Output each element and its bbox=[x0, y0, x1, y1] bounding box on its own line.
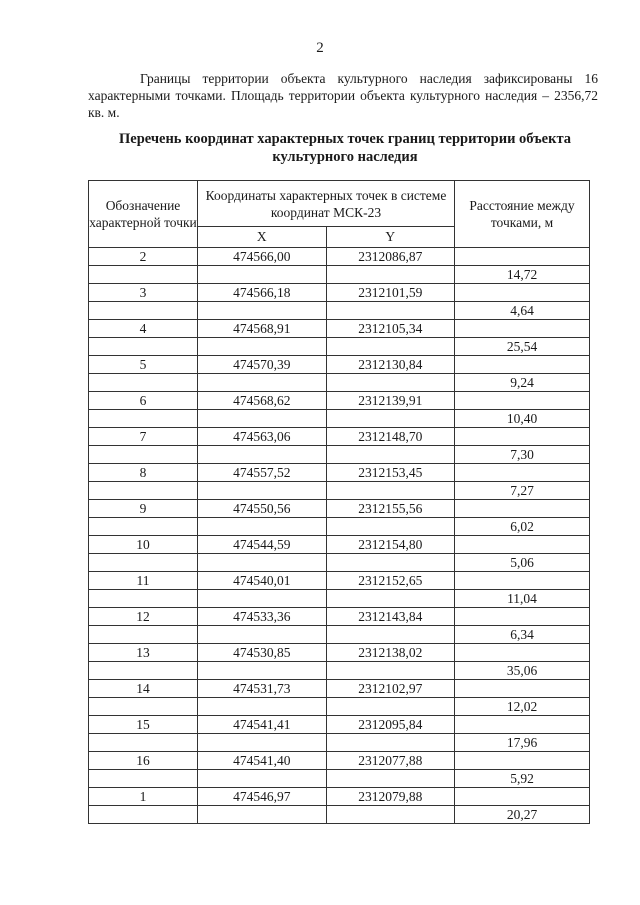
empty-cell bbox=[89, 446, 198, 464]
distance-value: 10,40 bbox=[455, 410, 590, 428]
distance-row bbox=[89, 698, 590, 716]
table-body bbox=[89, 248, 590, 824]
point-number: 15 bbox=[89, 716, 198, 734]
point-number: 7 bbox=[89, 428, 198, 446]
empty-cell bbox=[326, 482, 455, 500]
empty-cell bbox=[198, 482, 327, 500]
coord-y: 2312079,88 bbox=[326, 788, 455, 806]
empty-cell bbox=[89, 554, 198, 572]
point-number: 8 bbox=[89, 464, 198, 482]
empty-cell bbox=[198, 266, 327, 284]
empty-cell bbox=[198, 446, 327, 464]
empty-cell bbox=[326, 554, 455, 572]
table-row bbox=[89, 608, 590, 626]
distance-row bbox=[89, 446, 590, 464]
distance-value: 11,04 bbox=[455, 590, 590, 608]
empty-cell bbox=[198, 698, 327, 716]
empty-cell bbox=[198, 302, 327, 320]
empty-cell bbox=[455, 788, 590, 806]
coord-y: 2312138,02 bbox=[326, 644, 455, 662]
distance-value: 14,72 bbox=[455, 266, 590, 284]
coord-y: 2312105,34 bbox=[326, 320, 455, 338]
header-distance: Расстояние между точками, м bbox=[455, 181, 590, 248]
point-number: 2 bbox=[89, 248, 198, 266]
distance-value: 12,02 bbox=[455, 698, 590, 716]
empty-cell bbox=[326, 518, 455, 536]
coord-y: 2312152,65 bbox=[326, 572, 455, 590]
empty-cell bbox=[198, 770, 327, 788]
header-y: Y bbox=[326, 227, 455, 248]
empty-cell bbox=[455, 752, 590, 770]
distance-row bbox=[89, 590, 590, 608]
distance-value: 25,54 bbox=[455, 338, 590, 356]
empty-cell bbox=[455, 464, 590, 482]
coord-x: 474546,97 bbox=[198, 788, 327, 806]
empty-cell bbox=[89, 662, 198, 680]
distance-row bbox=[89, 410, 590, 428]
point-number: 4 bbox=[89, 320, 198, 338]
empty-cell bbox=[326, 410, 455, 428]
distance-value: 7,27 bbox=[455, 482, 590, 500]
intro-paragraph bbox=[88, 70, 598, 121]
header-designation: Обозначение характерной точки bbox=[89, 181, 198, 248]
empty-cell bbox=[198, 374, 327, 392]
table-row bbox=[89, 248, 590, 266]
intro-text: Границы территории объекта культурного наследия зафиксированы 16 характерными точками. Площадь территории объекта культурного наследия – 2356,72 кв. м. bbox=[88, 71, 598, 120]
empty-cell bbox=[198, 662, 327, 680]
coord-y: 2312148,70 bbox=[326, 428, 455, 446]
table-row bbox=[89, 320, 590, 338]
distance-value: 4,64 bbox=[455, 302, 590, 320]
empty-cell bbox=[455, 392, 590, 410]
distance-row bbox=[89, 518, 590, 536]
empty-cell bbox=[455, 680, 590, 698]
table-row bbox=[89, 500, 590, 518]
table-row bbox=[89, 284, 590, 302]
empty-cell bbox=[89, 482, 198, 500]
coord-x: 474557,52 bbox=[198, 464, 327, 482]
distance-value: 6,02 bbox=[455, 518, 590, 536]
empty-cell bbox=[455, 428, 590, 446]
empty-cell bbox=[198, 806, 327, 824]
distance-value: 35,06 bbox=[455, 662, 590, 680]
table-row bbox=[89, 428, 590, 446]
empty-cell bbox=[455, 284, 590, 302]
distance-row bbox=[89, 374, 590, 392]
distance-value: 20,27 bbox=[455, 806, 590, 824]
empty-cell bbox=[89, 770, 198, 788]
empty-cell bbox=[89, 338, 198, 356]
distance-row bbox=[89, 662, 590, 680]
table-row bbox=[89, 788, 590, 806]
coord-x: 474568,91 bbox=[198, 320, 327, 338]
distance-row bbox=[89, 338, 590, 356]
table-row bbox=[89, 572, 590, 590]
coord-x: 474566,00 bbox=[198, 248, 327, 266]
point-number: 16 bbox=[89, 752, 198, 770]
coord-x: 474540,01 bbox=[198, 572, 327, 590]
table-row bbox=[89, 752, 590, 770]
coord-y: 2312155,56 bbox=[326, 500, 455, 518]
table-row bbox=[89, 536, 590, 554]
header-coordinates: Координаты характерных точек в системе координат МСК-23 bbox=[198, 181, 455, 227]
empty-cell bbox=[455, 716, 590, 734]
coord-x: 474570,39 bbox=[198, 356, 327, 374]
empty-cell bbox=[455, 356, 590, 374]
table-row bbox=[89, 392, 590, 410]
distance-row bbox=[89, 302, 590, 320]
coordinates-table bbox=[88, 180, 590, 824]
coord-y: 2312077,88 bbox=[326, 752, 455, 770]
point-number: 11 bbox=[89, 572, 198, 590]
distance-value: 17,96 bbox=[455, 734, 590, 752]
empty-cell bbox=[89, 518, 198, 536]
coord-y: 2312130,84 bbox=[326, 356, 455, 374]
table-row bbox=[89, 644, 590, 662]
distance-value: 5,92 bbox=[455, 770, 590, 788]
point-number: 14 bbox=[89, 680, 198, 698]
empty-cell bbox=[455, 608, 590, 626]
empty-cell bbox=[89, 302, 198, 320]
empty-cell bbox=[89, 374, 198, 392]
page-number: 2 bbox=[316, 40, 324, 56]
empty-cell bbox=[198, 410, 327, 428]
distance-row bbox=[89, 626, 590, 644]
header-x: X bbox=[198, 227, 327, 248]
empty-cell bbox=[455, 536, 590, 554]
distance-row bbox=[89, 482, 590, 500]
empty-cell bbox=[326, 698, 455, 716]
empty-cell bbox=[455, 644, 590, 662]
empty-cell bbox=[198, 518, 327, 536]
empty-cell bbox=[326, 446, 455, 464]
distance-value: 6,34 bbox=[455, 626, 590, 644]
point-number: 10 bbox=[89, 536, 198, 554]
point-number: 3 bbox=[89, 284, 198, 302]
distance-row bbox=[89, 266, 590, 284]
empty-cell bbox=[89, 266, 198, 284]
coord-x: 474563,06 bbox=[198, 428, 327, 446]
empty-cell bbox=[198, 554, 327, 572]
empty-cell bbox=[198, 590, 327, 608]
table-title: Перечень координат характерных точек границ территории объекта культурного наследия bbox=[118, 131, 571, 165]
empty-cell bbox=[326, 266, 455, 284]
empty-cell bbox=[455, 320, 590, 338]
coord-x: 474530,85 bbox=[198, 644, 327, 662]
empty-cell bbox=[326, 590, 455, 608]
coord-x: 474566,18 bbox=[198, 284, 327, 302]
coord-y: 2312086,87 bbox=[326, 248, 455, 266]
coord-y: 2312095,84 bbox=[326, 716, 455, 734]
distance-value: 5,06 bbox=[455, 554, 590, 572]
coord-y: 2312102,97 bbox=[326, 680, 455, 698]
coord-x: 474541,41 bbox=[198, 716, 327, 734]
distance-value: 9,24 bbox=[455, 374, 590, 392]
distance-row bbox=[89, 806, 590, 824]
coord-x: 474541,40 bbox=[198, 752, 327, 770]
coord-x: 474568,62 bbox=[198, 392, 327, 410]
coord-y: 2312143,84 bbox=[326, 608, 455, 626]
empty-cell bbox=[326, 662, 455, 680]
empty-cell bbox=[326, 626, 455, 644]
empty-cell bbox=[89, 806, 198, 824]
empty-cell bbox=[326, 734, 455, 752]
coord-y: 2312154,80 bbox=[326, 536, 455, 554]
empty-cell bbox=[89, 410, 198, 428]
empty-cell bbox=[455, 248, 590, 266]
point-number: 5 bbox=[89, 356, 198, 374]
coord-y: 2312153,45 bbox=[326, 464, 455, 482]
distance-value: 7,30 bbox=[455, 446, 590, 464]
point-number: 13 bbox=[89, 644, 198, 662]
distance-row bbox=[89, 734, 590, 752]
point-number: 1 bbox=[89, 788, 198, 806]
empty-cell bbox=[198, 338, 327, 356]
empty-cell bbox=[89, 626, 198, 644]
distance-row bbox=[89, 770, 590, 788]
empty-cell bbox=[326, 338, 455, 356]
coord-y: 2312139,91 bbox=[326, 392, 455, 410]
empty-cell bbox=[455, 572, 590, 590]
coord-x: 474544,59 bbox=[198, 536, 327, 554]
empty-cell bbox=[198, 734, 327, 752]
empty-cell bbox=[89, 734, 198, 752]
empty-cell bbox=[326, 806, 455, 824]
coord-x: 474550,56 bbox=[198, 500, 327, 518]
empty-cell bbox=[326, 770, 455, 788]
point-number: 9 bbox=[89, 500, 198, 518]
point-number: 6 bbox=[89, 392, 198, 410]
distance-row bbox=[89, 554, 590, 572]
empty-cell bbox=[455, 500, 590, 518]
point-number: 12 bbox=[89, 608, 198, 626]
coord-y: 2312101,59 bbox=[326, 284, 455, 302]
empty-cell bbox=[198, 626, 327, 644]
empty-cell bbox=[89, 698, 198, 716]
table-row bbox=[89, 464, 590, 482]
coord-x: 474531,73 bbox=[198, 680, 327, 698]
empty-cell bbox=[89, 590, 198, 608]
table-row bbox=[89, 356, 590, 374]
empty-cell bbox=[326, 374, 455, 392]
table-row bbox=[89, 680, 590, 698]
table-row bbox=[89, 716, 590, 734]
empty-cell bbox=[326, 302, 455, 320]
coord-x: 474533,36 bbox=[198, 608, 327, 626]
